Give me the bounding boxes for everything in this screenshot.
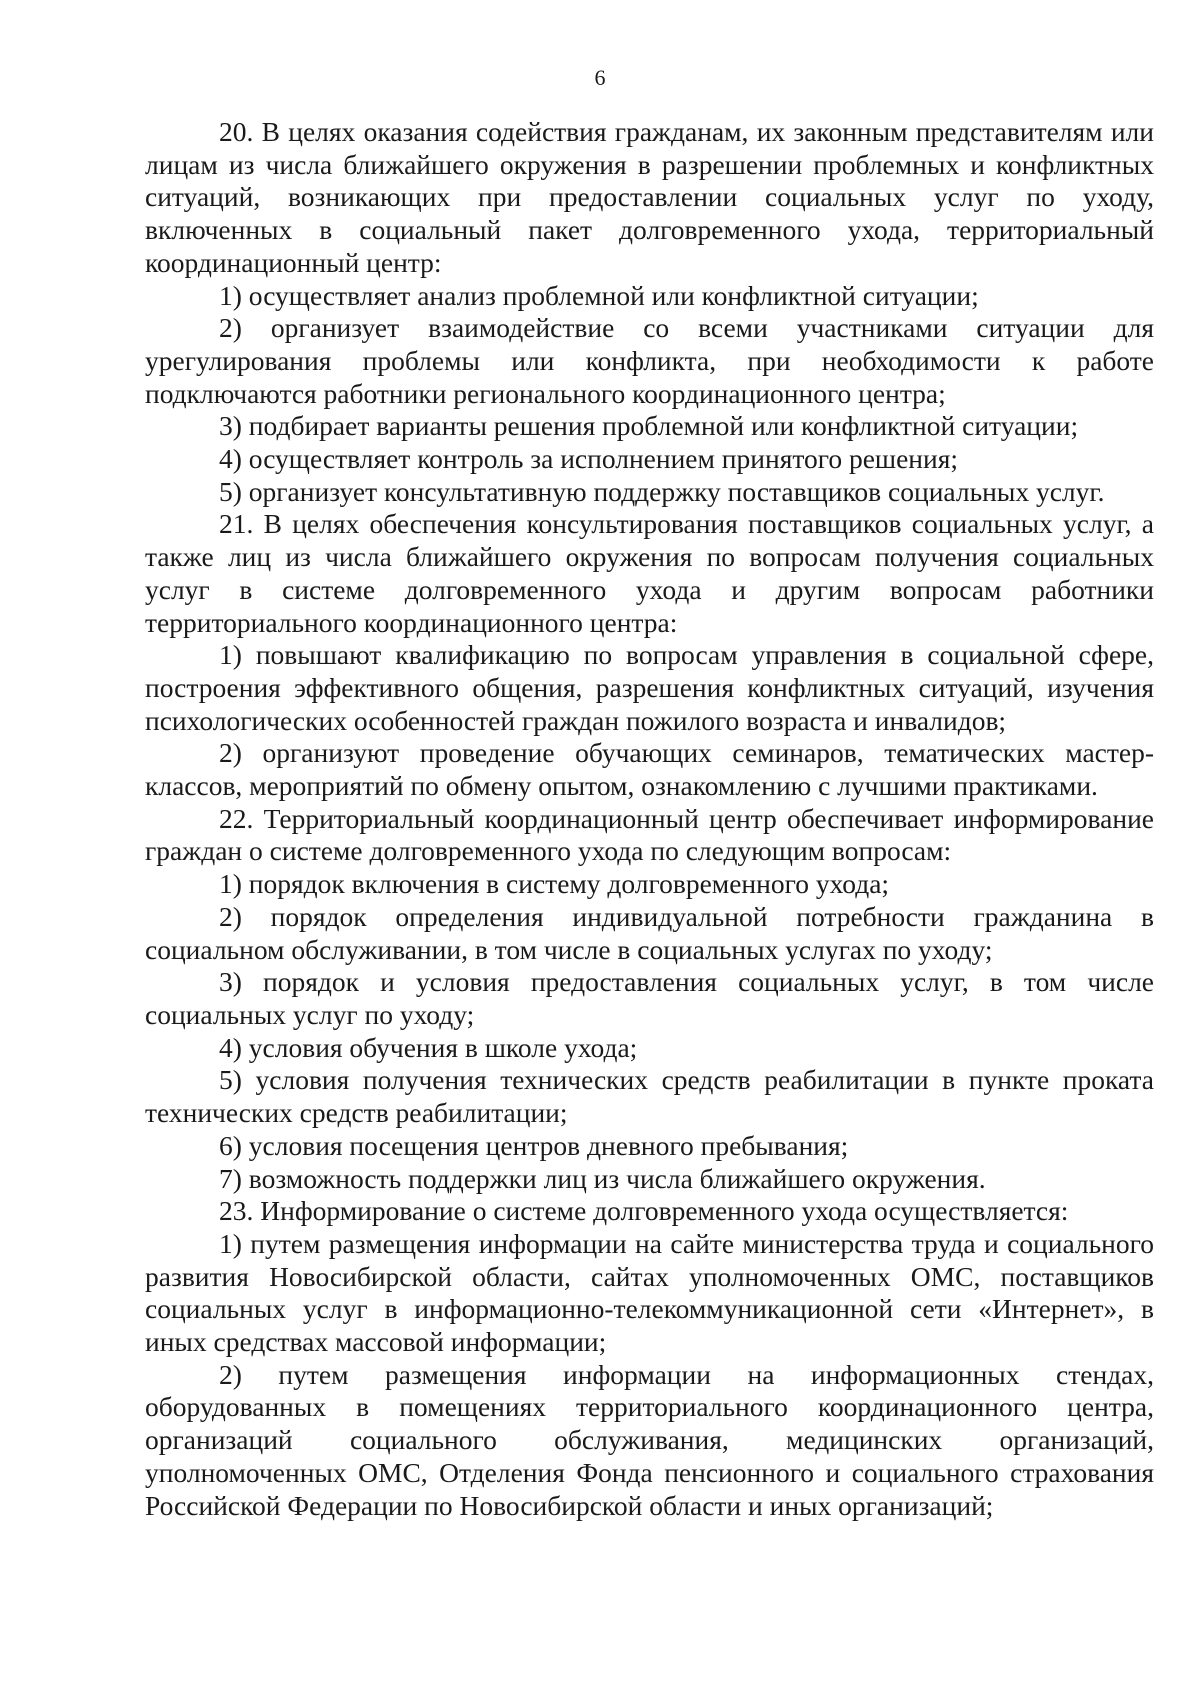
paragraph-23: 23. Информирование о системе долговременного ухода осуществляется:	[219, 1195, 1069, 1227]
paragraph-20: 20. В целях оказания содействия гражданам, их законным представителям или лицам из числа ближайшего окружения в разрешении проблемных и конфликтных ситуаций, возникающих при предоставлении социальных услуг по уходу, включенных в социальный пакет долговременного ухода, территориальный координационный центр:	[145, 116, 1154, 278]
paragraph-22-item-3: 3) порядок и условия предоставления социальных услуг, в том числе социальных услуг по уходу;	[145, 966, 1154, 1030]
paragraph-22-item-7: 7) возможность поддержки лиц из числа ближайшего окружения.	[219, 1162, 986, 1194]
paragraph-20-item-4: 4) осуществляет контроль за исполнением принятого решения;	[219, 443, 959, 475]
paragraph-22: 22. Территориальный координационный центр обеспечивает информирование граждан о системе долговременного ухода по следующим вопросам:	[145, 802, 1154, 867]
paragraph-21-item-2: 2) организуют проведение обучающих семинаров, тематических мастер-классов, мероприятий по обмену опытом, ознакомлению с лучшими практиками.	[145, 737, 1154, 802]
paragraph-20-item-2: 2) организует взаимодействие со всеми участниками ситуации для урегулирования проблемы или конфликта, при необходимости к работе подключаются работники регионального координационного центра;	[145, 312, 1154, 409]
paragraph-21-item-1: 1) повышают квалификацию по вопросам управления в социальной сфере, построения эффективного общения, разрешения конфликтных ситуаций, изучения психологических особенностей граждан пожилого возраста и инвалидов;	[145, 639, 1154, 736]
paragraph-21: 21. В целях обеспечения консультирования поставщиков социальных услуг, а также лиц из числа ближайшего окружения по вопросам получения социальных услуг в системе долговременного ухода и другим вопросам работники территориального координационного центра:	[145, 508, 1154, 638]
paragraph-20-item-1: 1) осуществляет анализ проблемной или конфликтной ситуации;	[219, 279, 979, 311]
paragraph-20-item-3: 3) подбирает варианты решения проблемной или конфликтной ситуации;	[219, 410, 1079, 442]
paragraph-22-item-6: 6) условия посещения центров дневного пребывания;	[219, 1129, 849, 1161]
paragraph-22-item-2: 2) порядок определения индивидуальной потребности гражданина в социальном обслуживании, в том числе в социальных услугах по уходу;	[145, 900, 1154, 965]
page-number: 6	[594, 65, 606, 90]
paragraph-23-item-1: 1) путем размещения информации на сайте министерства труда и социального развития Новосибирской области, сайтах уполномоченных ОМС, поставщиков социальных услуг в информационно-телекоммуникационной сети «Интернет», в иных средствах массовой информации;	[145, 1227, 1154, 1358]
paragraph-23-item-2: 2) путем размещения информации на информационных стендах, оборудованных в помещениях территориального координационного центра, организаций социального обслуживания, медицинских организаций, уполномоченных ОМС, Отделения Фонда пенсионного и социального страхования Российской Федерации по Новосибирской области и иных организаций;	[145, 1358, 1154, 1521]
document-body	[145, 116, 1154, 1522]
paragraph-22-item-1: 1) порядок включения в систему долговременного ухода;	[219, 868, 890, 900]
paragraph-22-item-4: 4) условия обучения в школе ухода;	[219, 1031, 638, 1063]
paragraph-20-item-5: 5) организует консультативную поддержку поставщиков социальных услуг.	[219, 475, 1105, 507]
paragraph-22-item-5: 5) условия получения технических средств реабилитации в пункте проката технических средств реабилитации;	[145, 1064, 1154, 1129]
